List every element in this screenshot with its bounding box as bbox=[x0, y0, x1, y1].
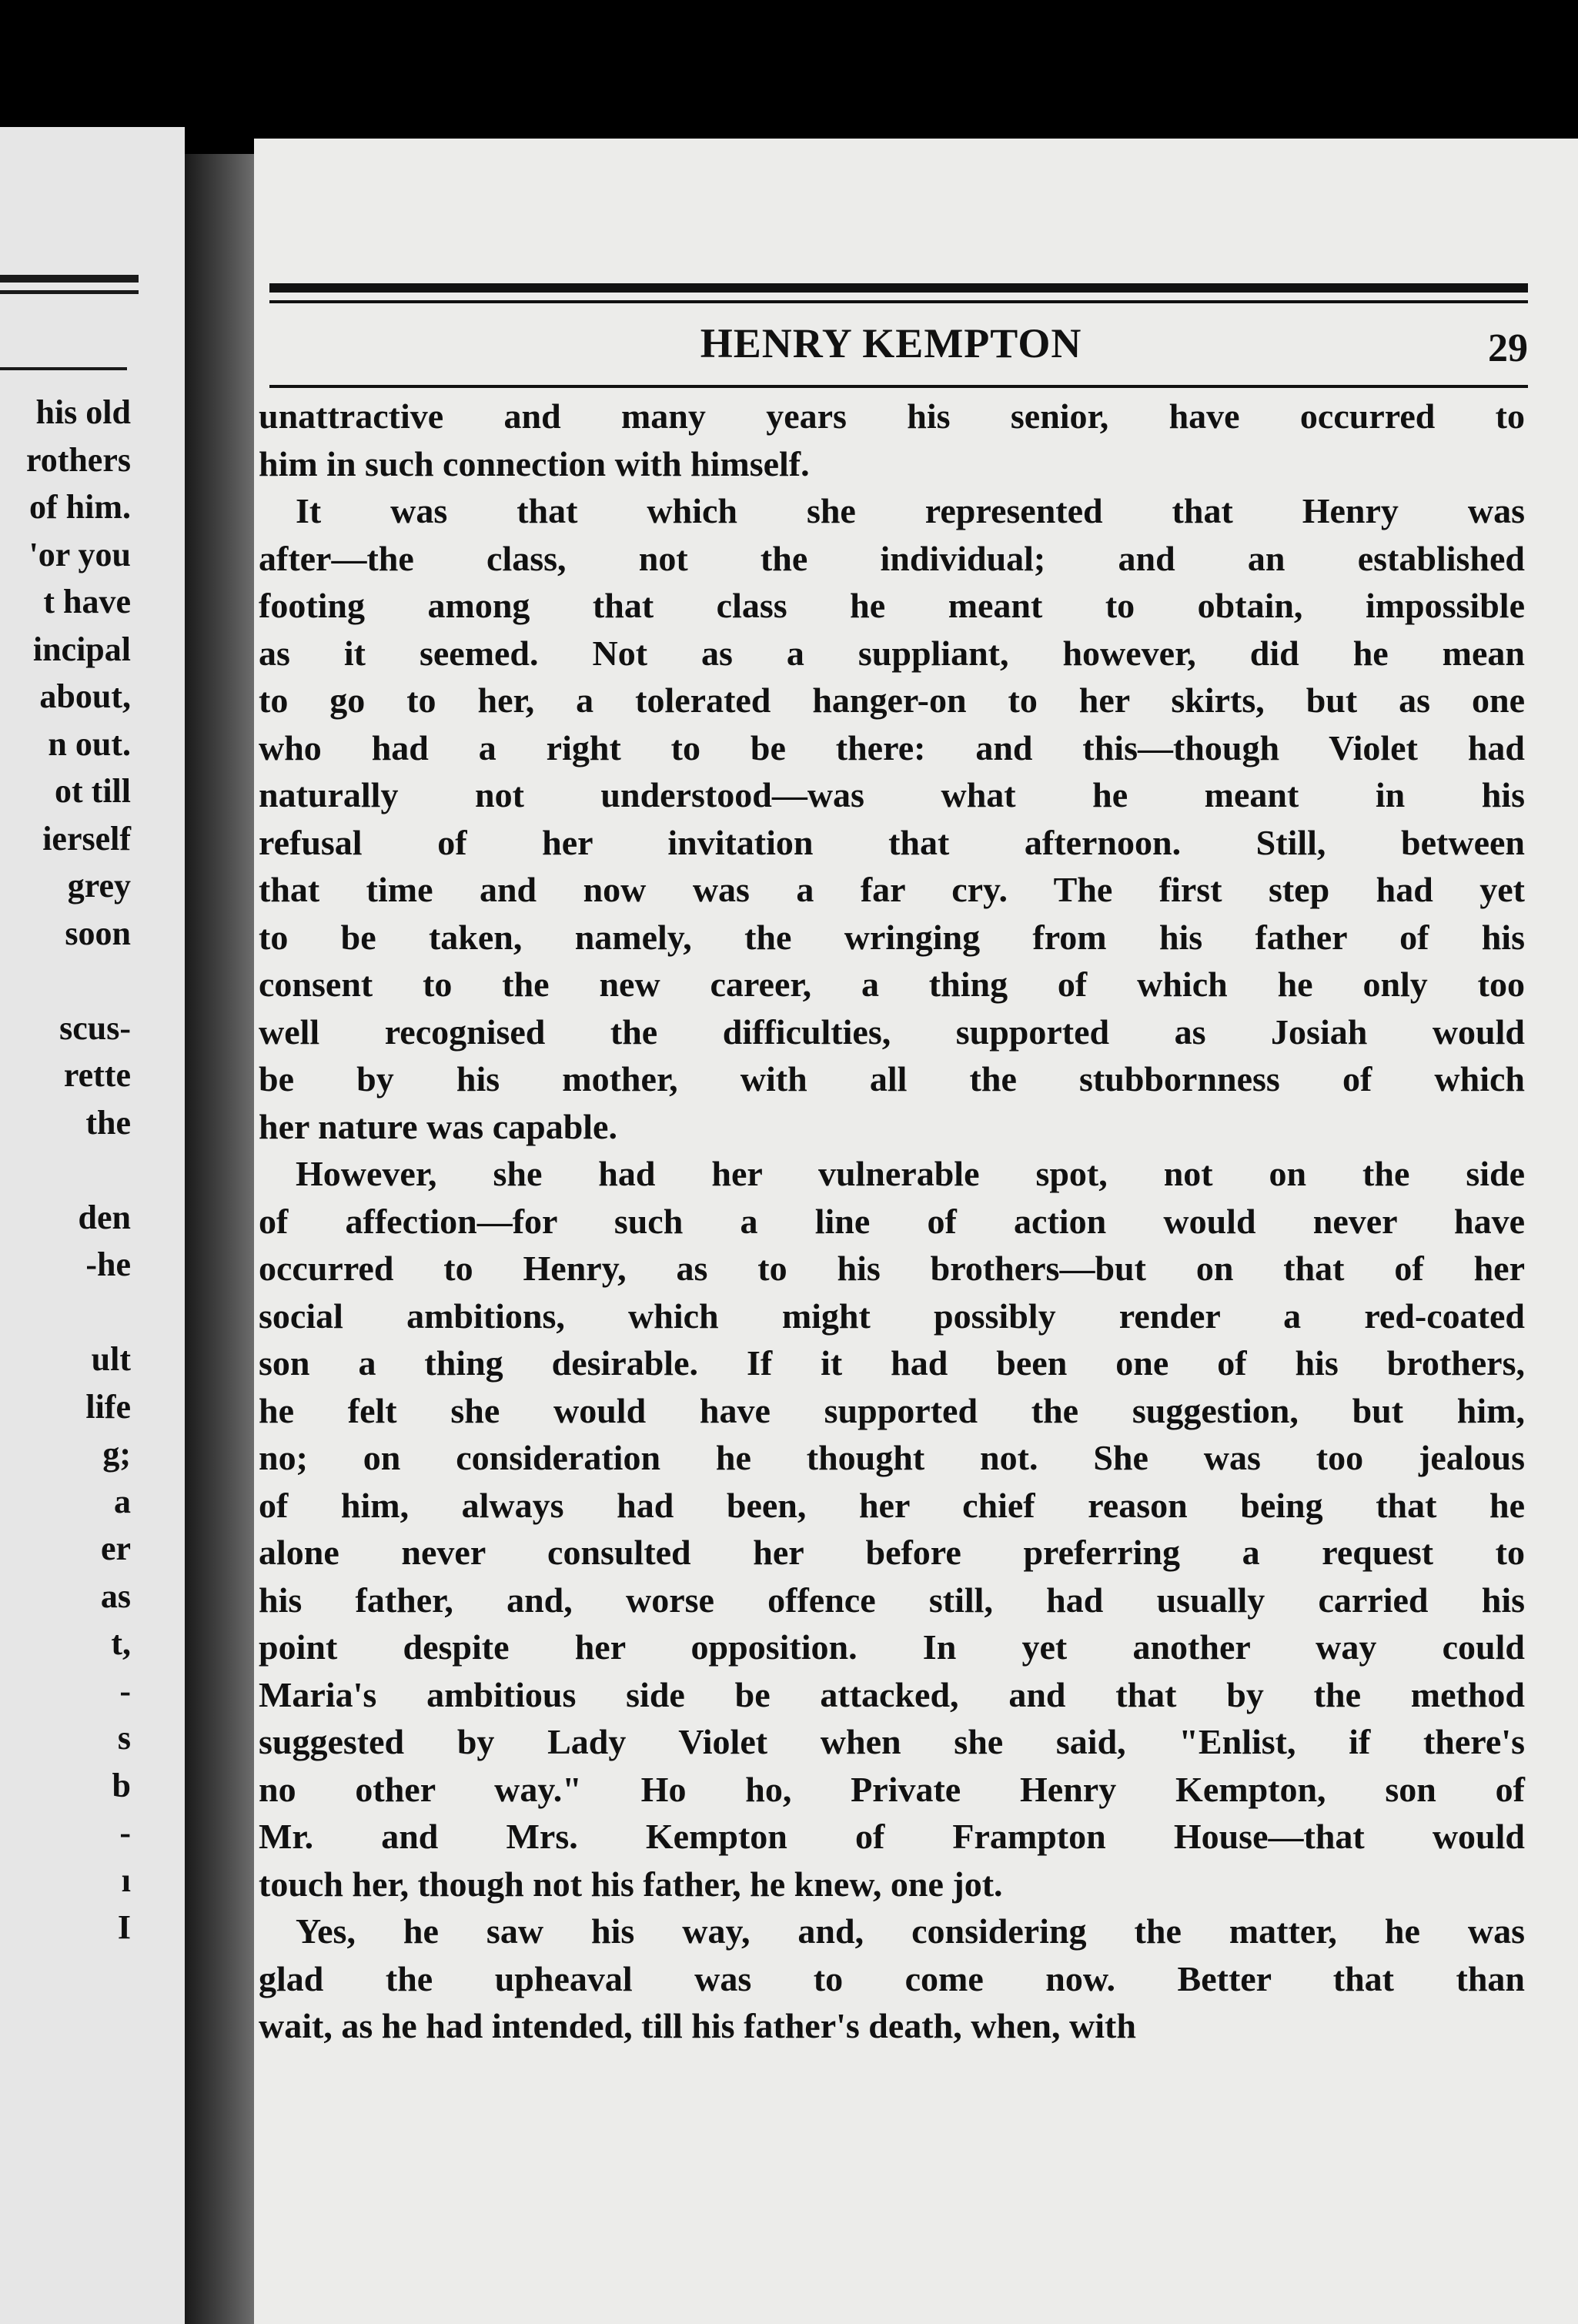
left-page-fragment: n out. bbox=[48, 724, 131, 763]
text-line: refusal of her invitation that afternoon. Still, between bbox=[259, 822, 1525, 862]
text-line: point despite her opposition. In yet another way could bbox=[259, 1627, 1525, 1667]
text-line: her nature was capable. bbox=[259, 1106, 617, 1146]
left-page-fragment: er bbox=[100, 1530, 131, 1567]
header-rule-bottom bbox=[269, 385, 1528, 388]
paragraph bbox=[259, 1908, 1525, 2050]
left-page-fragment: a bbox=[114, 1482, 131, 1520]
left-page-fragment bbox=[0, 1146, 131, 1194]
left-page-fragment: incipal bbox=[32, 630, 131, 668]
left-header-rule-bottom bbox=[0, 367, 127, 370]
text-line: as it seemed. Not as a suppliant, however, did he mean bbox=[259, 633, 1525, 673]
left-page-fragment: the bbox=[85, 1103, 131, 1142]
text-line: footing among that class he meant to obtain, impossible bbox=[259, 586, 1525, 625]
left-page-fragment: scus- bbox=[59, 1008, 131, 1047]
text-line: However, she had her vulnerable spot, not on the side bbox=[296, 1154, 1525, 1193]
left-page-fragment: t have bbox=[43, 583, 131, 620]
text-line: that time and now was a far cry. The first step had yet bbox=[259, 870, 1525, 909]
text-line: he felt she would have supported the suggestion, but him, bbox=[259, 1390, 1525, 1430]
text-line: suggested by Lady Violet when she said, "Enlist, if there's bbox=[259, 1722, 1525, 1761]
left-page-fragment: - bbox=[119, 1814, 131, 1851]
text-line: of him, always had been, her chief reason being that he bbox=[259, 1485, 1525, 1525]
text-line: social ambitions, which might possibly render a red-coated bbox=[259, 1296, 1525, 1336]
left-page-fragment: den bbox=[78, 1198, 131, 1236]
paragraph bbox=[259, 393, 1525, 487]
left-page-fragment: grey bbox=[67, 867, 131, 905]
text-line: after—the class, not the individual; and an established bbox=[259, 538, 1525, 578]
text-line: well recognised the difficulties, supported as Josiah would bbox=[259, 1012, 1525, 1052]
left-page-fragment: I bbox=[117, 1908, 131, 1946]
left-page-fragment: t, bbox=[111, 1624, 131, 1662]
text-line: to be taken, namely, the wringing from his father of his bbox=[259, 917, 1525, 957]
body-text bbox=[259, 393, 1525, 2050]
page-number: 29 bbox=[1488, 326, 1528, 370]
left-page-fragment: s bbox=[117, 1719, 131, 1757]
left-page-fragment: g; bbox=[102, 1435, 131, 1473]
book-title: HENRY KEMPTON bbox=[700, 320, 1082, 366]
left-page-fragment: as bbox=[100, 1577, 131, 1615]
text-line: no other way." Ho ho, Private Henry Kempton, son of bbox=[259, 1769, 1525, 1809]
left-page-fragment bbox=[0, 1289, 131, 1336]
left-page-fragment: his old bbox=[35, 393, 131, 431]
text-line: Mr. and Mrs. Kempton of Frampton House—that would bbox=[259, 1817, 1525, 1856]
left-page-fragment: rothers bbox=[25, 440, 131, 479]
left-page-fragment: ierself bbox=[42, 819, 131, 858]
paragraph bbox=[259, 487, 1525, 1150]
paragraph bbox=[259, 1150, 1525, 1908]
text-line: naturally not understood—was what he meant in his bbox=[259, 775, 1525, 814]
left-page-fragment: 'or you bbox=[28, 535, 131, 573]
left-page-fragment: ult bbox=[91, 1340, 131, 1378]
text-line: son a thing desirable. If it had been one of his brothers, bbox=[259, 1343, 1525, 1383]
text-line: It was that which she represented that Henry was bbox=[296, 491, 1525, 530]
header-rule-thin bbox=[269, 300, 1528, 303]
left-page-fragment: about, bbox=[39, 677, 131, 715]
text-line: of affection—for such a line of action would never have bbox=[259, 1201, 1525, 1241]
text-line: wait, as he had intended, till his father's death, when, with bbox=[259, 2006, 1136, 2045]
left-page bbox=[0, 127, 185, 2324]
left-header-rule bbox=[0, 275, 139, 283]
left-page-fragment: life bbox=[85, 1387, 131, 1426]
text-line: occurred to Henry, as to his brothers—but on that of her bbox=[259, 1249, 1525, 1288]
header-rule-thick bbox=[269, 283, 1528, 293]
text-line: him in such connection with himself. bbox=[259, 443, 810, 483]
left-page-fragment: rette bbox=[63, 1056, 131, 1094]
text-line: who had a right to be there: and this—though Violet had bbox=[259, 727, 1525, 767]
text-line: unattractive and many years his senior, have occurred to bbox=[259, 396, 1525, 436]
text-line: consent to the new career, a thing of which he only too bbox=[259, 965, 1525, 1004]
text-line: alone never consulted her before preferring a request to bbox=[259, 1533, 1525, 1572]
text-line: no; on consideration he thought not. She was too jealous bbox=[259, 1438, 1525, 1477]
left-page-fragment: soon bbox=[65, 914, 131, 952]
text-line: his father, and, worse offence still, had usually carried his bbox=[259, 1580, 1525, 1620]
left-page-fragment: - bbox=[119, 1671, 131, 1710]
left-page-text bbox=[0, 389, 131, 1951]
left-page-fragment: ot till bbox=[55, 772, 131, 810]
left-page-fragment bbox=[0, 957, 131, 1005]
right-page bbox=[254, 139, 1578, 2324]
text-line: be by his mother, with all the stubbornness of which bbox=[259, 1059, 1525, 1098]
running-head bbox=[254, 319, 1528, 373]
left-page-fragment: b bbox=[112, 1766, 131, 1804]
text-line: glad the upheaval was to come now. Better that than bbox=[259, 1958, 1525, 1998]
text-line: to go to her, a tolerated hanger-on to her skirts, but as one bbox=[259, 680, 1525, 720]
text-line: touch her, though not his father, he knew, one jot. bbox=[259, 1864, 1003, 1904]
left-page-fragment: ı bbox=[121, 1861, 131, 1899]
text-line: Yes, he saw his way, and, considering the matter, he was bbox=[296, 1911, 1525, 1951]
left-header-rule-thin bbox=[0, 290, 139, 294]
left-page-fragment: -he bbox=[85, 1246, 131, 1283]
text-line: Maria's ambitious side be attacked, and that by the method bbox=[259, 1674, 1525, 1714]
left-page-fragment: of him. bbox=[29, 488, 131, 526]
